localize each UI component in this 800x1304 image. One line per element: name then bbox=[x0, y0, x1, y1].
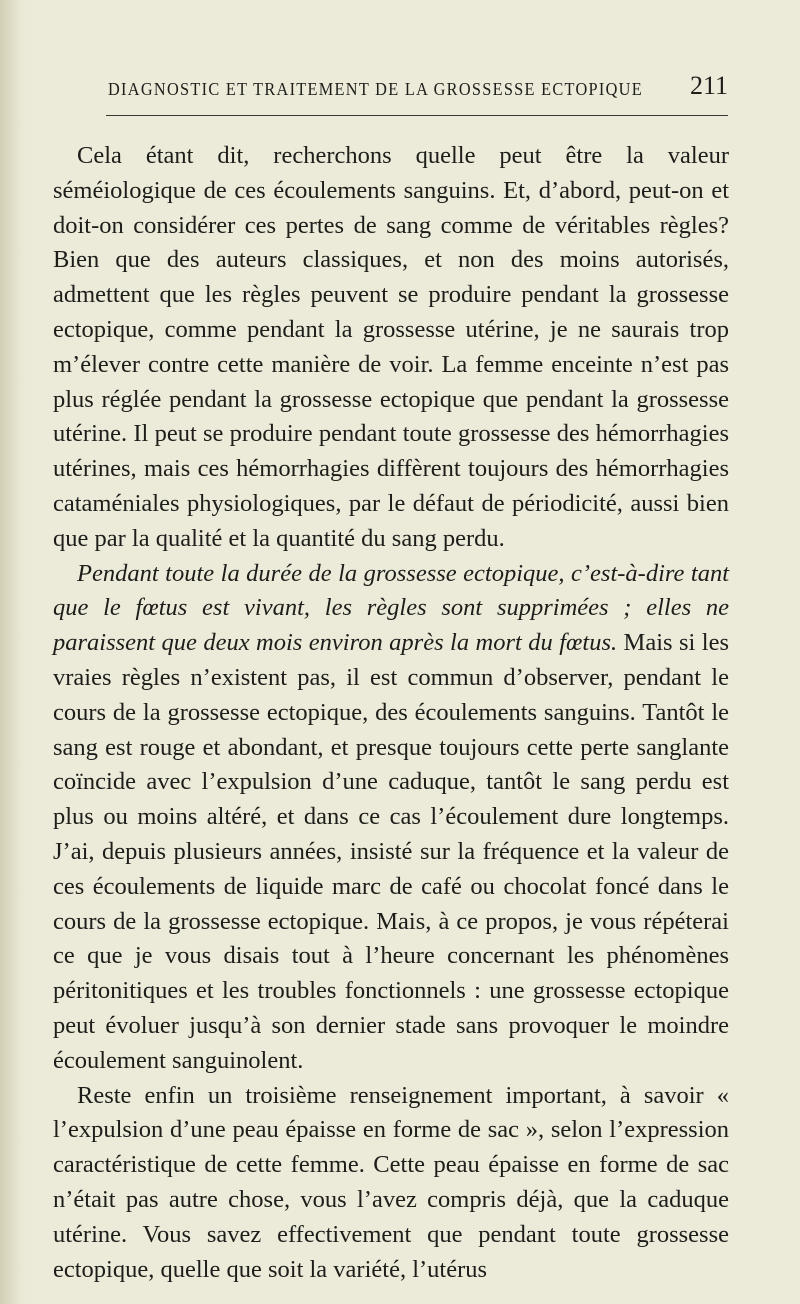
page-header bbox=[108, 71, 728, 113]
paragraph-3: Reste enfin un troisième renseignement important, à savoir « l’expulsion d’une peau épaisse en forme de sac », selon l’expression caractéristique de cette femme. Cette peau épaisse en forme de sac n’était pas autre chose, vous l’avez compris déjà, que la caduque utérine. Vous savez effectivement que pendant toute grossesse ectopique, quelle que soit la variété, l’utérus bbox=[53, 1081, 729, 1283]
paragraph-2-italic: Pendant toute la durée de la grossesse ectopique, c’est-à-dire tant que le fœtus est vivant, les règles sont supprimées ; elles ne paraissent que deux mois environ après la mort du fœtus. bbox=[53, 559, 729, 657]
paragraph-1: Cela étant dit, recherchons quelle peut être la valeur séméiologique de ces écoulements sanguins. Et, d’abord, peut-on et doit-on considérer ces pertes de sang comme de véritables règles? Bien que des auteurs classiques, et non des moins autorisés, admettent que les règles peuvent se produire pendant la grossesse ectopique, comme pendant la grossesse utérine, je ne saurais trop m’élever contre cette manière de voir. La femme enceinte n’est pas plus réglée pendant la grossesse ectopique que pendant la grossesse utérine. Il peut se produire pendant toute grossesse des hémorrhagies utérines, mais ces hémorrhagies diffèrent toujours des hémorrhagies cataméniales physiologiques, par le défaut de périodicité, aussi bien que par la qualité et la quantité du sang perdu. bbox=[53, 142, 729, 552]
body-text bbox=[53, 139, 729, 1287]
header-rule bbox=[106, 115, 728, 116]
page-number: 211 bbox=[689, 71, 728, 100]
paragraph-2-rest: Mais si les vraies règles n’existent pas, il est commun d’observer, pendant le cours de la grossesse ectopique, des écoulements sanguins. Tantôt le sang est rouge et abondant, et presque toujours cette perte sanglante coïncide avec l’expulsion d’une caduque, tantôt le sang perdu est plus ou moins altéré, et dans ce cas l’écoulement dure longtemps. J’ai, depuis plusieurs années, insisté sur la fréquence et la valeur de ces écoulements de liquide marc de café ou chocolat foncé dans le cours de la grossesse ectopique. Mais, à ce propos, je vous répéterai ce que je vous disais tout à l’heure concernant les phénomènes péritonitiques et les troubles fonctionnels : une grossesse ectopique peut évoluer jusqu’à son dernier stade sans provoquer le moindre écoulement sanguinolent. bbox=[53, 629, 730, 1074]
paragraph-2 bbox=[53, 557, 729, 1079]
running-title: DIAGNOSTIC ET TRAITEMENT DE LA GROSSESSE ECTOPIQUE bbox=[108, 79, 643, 99]
